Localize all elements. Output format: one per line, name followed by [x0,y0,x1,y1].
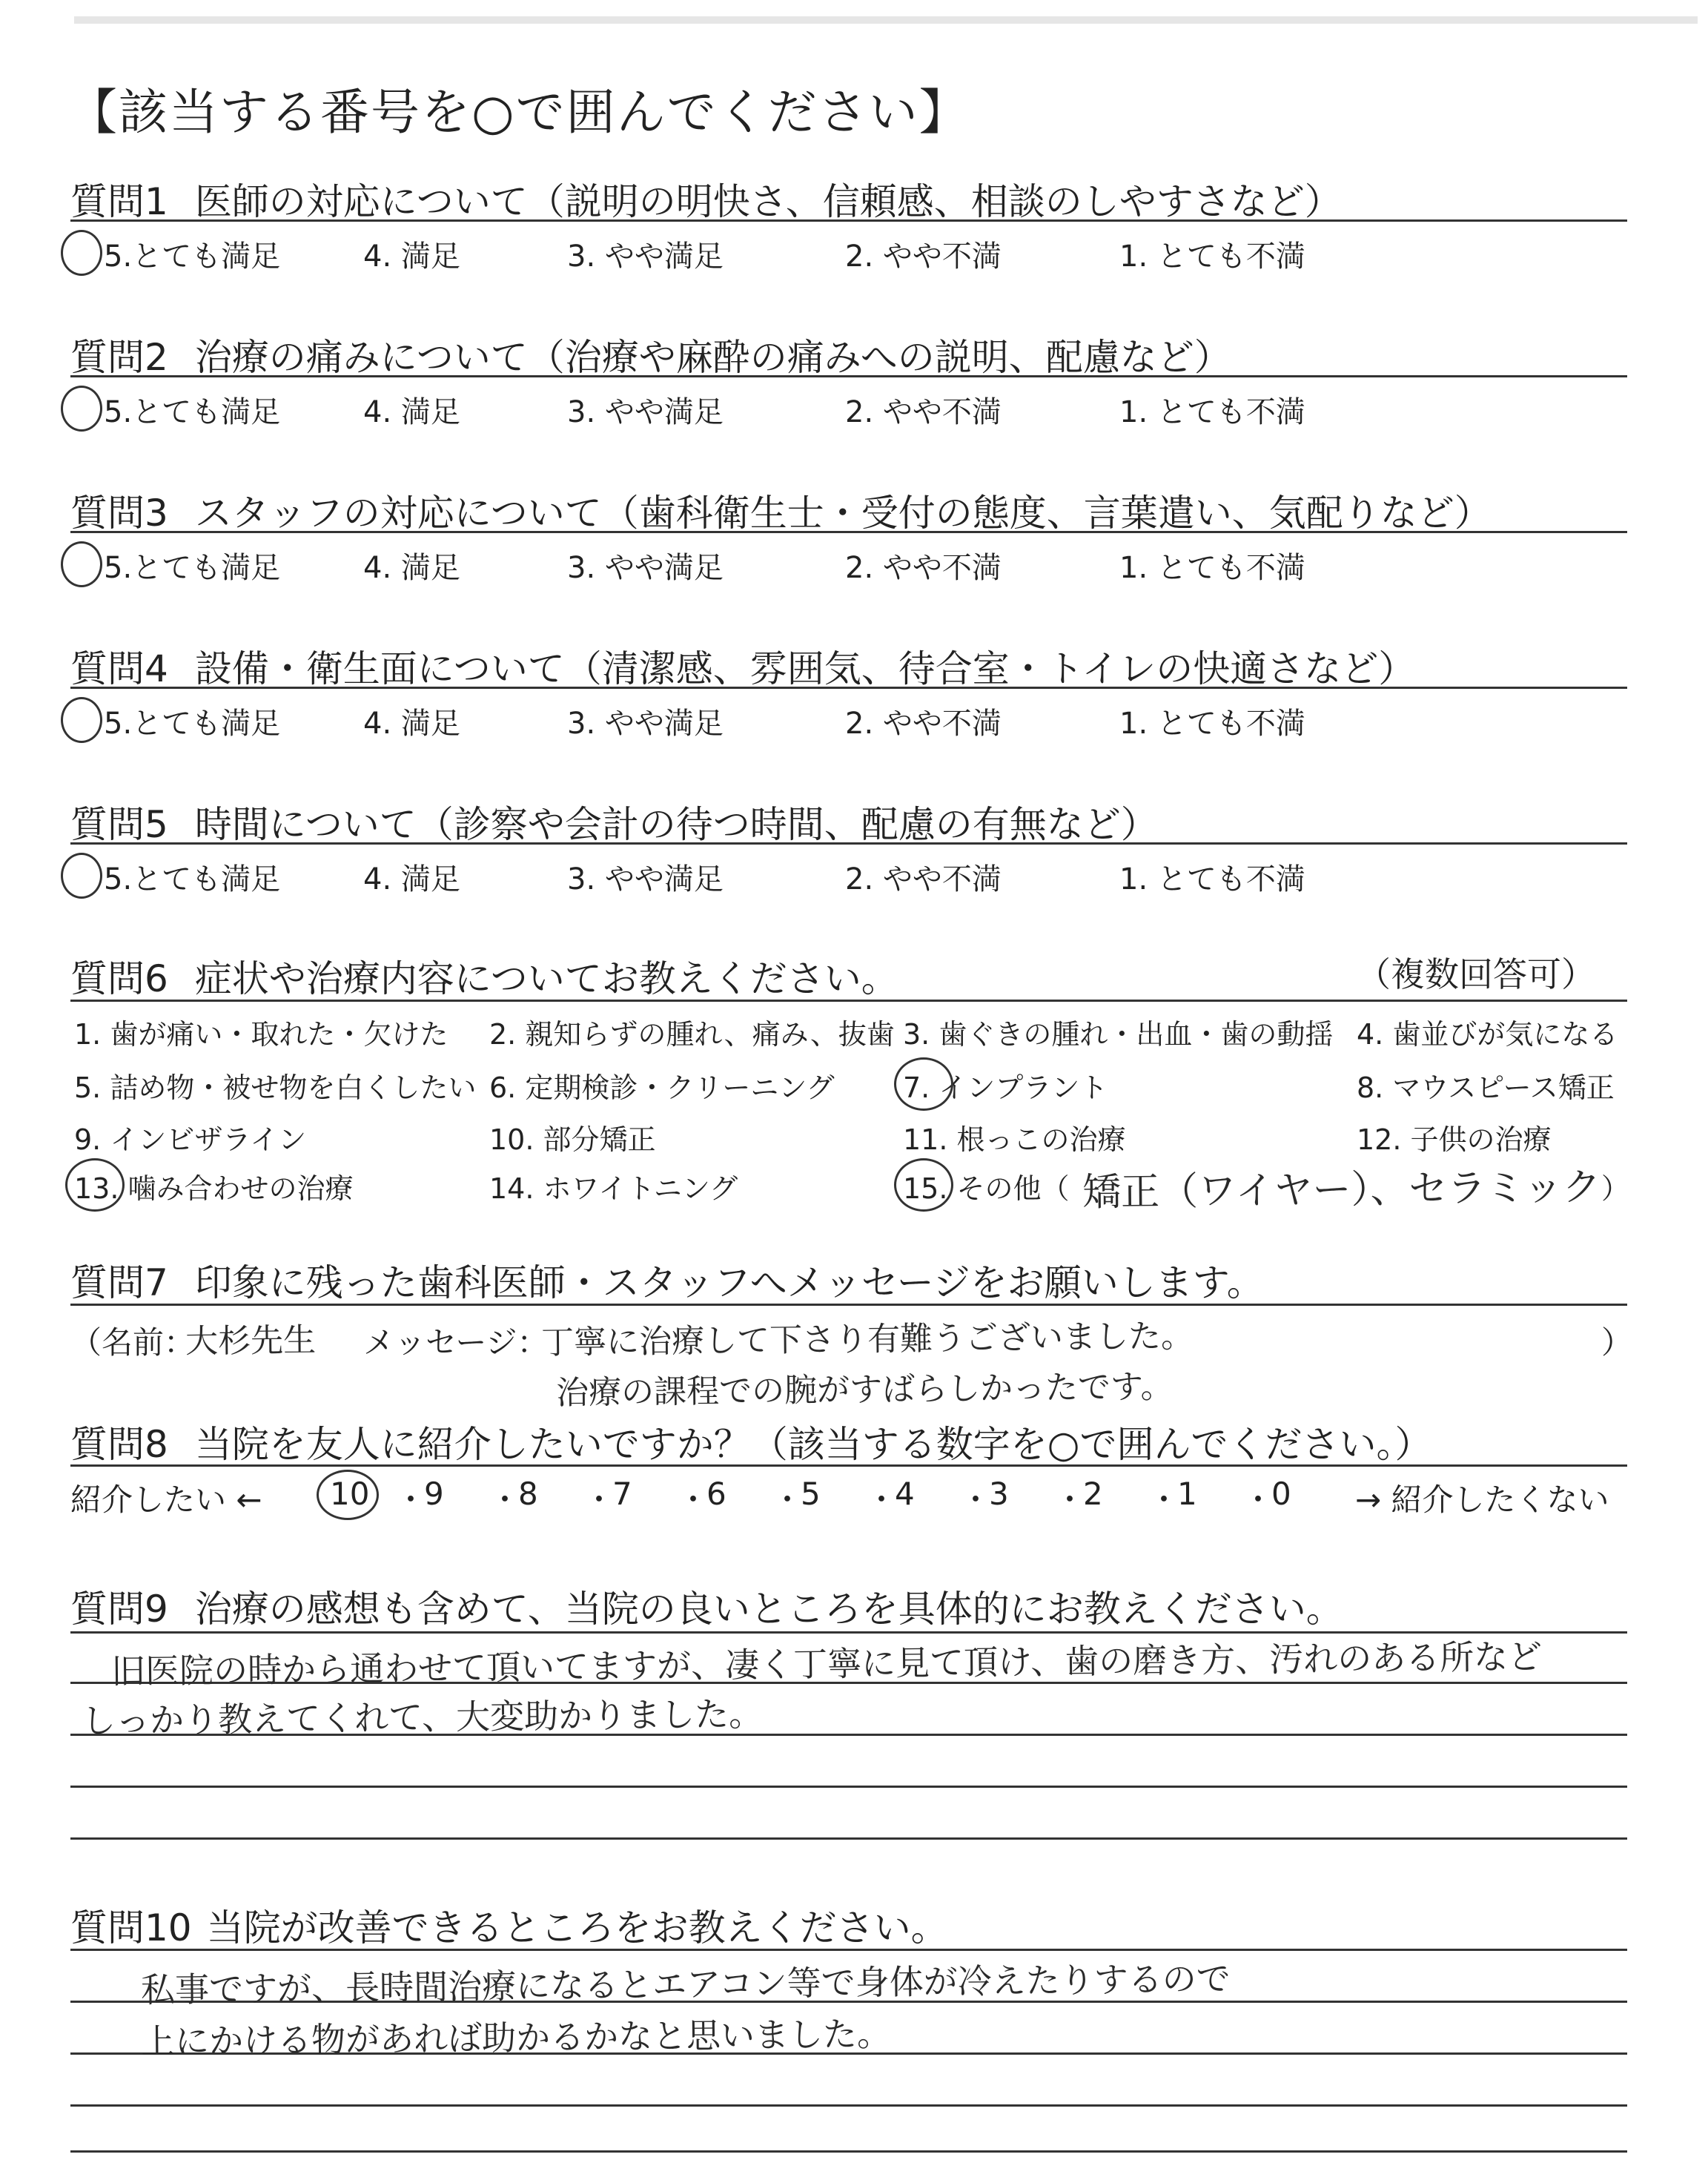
selection-circle [61,230,102,276]
scale-value-7[interactable]: 7 [612,1476,632,1512]
name-label: （名前： [70,1324,196,1361]
answer-rule [70,1786,1627,1788]
selection-circle [65,1158,125,1212]
multiple-answers-note: （複数回答可） [1357,954,1595,994]
rating-option-4[interactable]: 4. 満足 [363,551,460,585]
other-answer-handwritten: 矯正（ワイヤー）、セラミック [1082,1165,1601,1215]
scale-separator: ・ [1242,1482,1274,1518]
rating-option-5[interactable]: 5.とても満足 [104,395,281,429]
question-number: 質問9 [70,1588,168,1631]
question-number: 質問2 [70,336,168,379]
symptom-option-13[interactable]: 13. 噛み合わせの治療 [74,1172,354,1205]
message-close-paren: ） [1601,1324,1633,1361]
question-6 [70,949,898,1003]
selection-circle [61,697,102,743]
question-5 [70,795,1158,848]
question-number: 質問8 [70,1423,168,1466]
symptom-option-6[interactable]: 6. 定期検診・クリーニング [489,1071,835,1104]
answer-rule [70,842,1627,845]
question-number: 質問5 [70,803,168,846]
message-line-2-handwritten: 治療の課程での腕がすばらしかったです。 [555,1367,1174,1413]
scale-separator: ・ [772,1482,804,1518]
q9-answer-line-2-handwritten: しっかり教えてくれて、大変助かりました。 [81,1694,764,1741]
rating-option-5[interactable]: 5.とても満足 [104,707,281,741]
question-text: 治療の感想も含めて、当院の良いところを具体的にお教えください。 [194,1588,1343,1631]
scan-top-edge [74,16,1698,24]
rating-option-4[interactable]: 4. 満足 [363,395,460,429]
answer-rule [70,1949,1627,1951]
symptom-option-4[interactable]: 4. 歯並びが気になる [1357,1018,1618,1051]
rating-option-3[interactable]: 3. やや満足 [567,395,724,429]
scale-separator: ・ [583,1482,615,1518]
symptom-option-1[interactable]: 1. 歯が痛い・取れた・欠けた [74,1018,448,1051]
scale-value-9[interactable]: 9 [424,1476,444,1512]
answer-rule [70,219,1627,222]
rating-option-4[interactable]: 4. 満足 [363,240,460,274]
rating-option-4[interactable]: 4. 満足 [363,862,460,896]
scale-value-0[interactable]: 0 [1271,1476,1291,1512]
symptom-option-3[interactable]: 3. 歯ぐきの腫れ・出血・歯の動揺 [903,1018,1334,1051]
selection-circle [61,386,102,432]
symptom-option-15[interactable]: 15. その他（ [903,1172,1070,1205]
question-text: スタッフの対応について（歯科衛生士・受付の態度、言葉遣い、気配りなど） [194,492,1492,535]
scale-value-1[interactable]: 1 [1177,1476,1197,1512]
scale-left-label: 紹介したい ← [70,1482,262,1518]
rating-option-5[interactable]: 5.とても満足 [104,240,281,274]
selection-circle [894,1057,953,1111]
symptom-option-14[interactable]: 14. ホワイトニング [489,1172,738,1205]
question-1 [70,172,1342,225]
question-text: 印象に残った歯科医師・スタッフへメッセージをお願いします。 [194,1261,1264,1304]
question-text: 設備・衛生面について（清潔感、雰囲気、待合室・トイレの快適さなど） [194,647,1416,690]
question-number: 質問10 [70,1906,192,1949]
rating-option-5[interactable]: 5.とても満足 [104,551,281,585]
rating-option-1[interactable]: 1. とても不満 [1119,707,1305,741]
scale-value-6[interactable]: 6 [706,1476,726,1512]
selection-circle [61,541,102,587]
question-number: 質問4 [70,647,168,690]
symptom-option-12[interactable]: 12. 子供の治療 [1357,1123,1552,1156]
other-close-paren: ） [1601,1172,1630,1205]
rating-option-1[interactable]: 1. とても不満 [1119,862,1305,896]
scale-value-4[interactable]: 4 [895,1476,915,1512]
symptom-option-10[interactable]: 10. 部分矯正 [489,1123,656,1156]
question-number: 質問1 [70,180,168,223]
rating-option-2[interactable]: 2. やや不満 [845,862,1002,896]
symptom-option-11[interactable]: 11. 根っこの治療 [903,1123,1126,1156]
scale-value-3[interactable]: 3 [989,1476,1009,1512]
question-10 [70,1898,948,1952]
scale-separator: ・ [1054,1482,1086,1518]
selection-circle [61,853,102,899]
rating-option-1[interactable]: 1. とても不満 [1119,395,1305,429]
rating-option-3[interactable]: 3. やや満足 [567,862,724,896]
symptom-option-2[interactable]: 2. 親知らずの腫れ、痛み、抜歯 [489,1018,895,1051]
rating-option-4[interactable]: 4. 満足 [363,707,460,741]
rating-option-1[interactable]: 1. とても不満 [1119,240,1305,274]
question-4 [70,639,1415,693]
answer-rule [70,375,1627,377]
rating-option-3[interactable]: 3. やや満足 [567,240,724,274]
question-3 [70,483,1492,537]
question-text: 当院を友人に紹介したいですか？（該当する数字を○で囲んでください。） [194,1423,1432,1466]
question-number: 質問6 [70,957,168,1000]
question-text: 当院が改善できるところをお教えください。 [206,1906,948,1949]
q10-answer-line-1-handwritten: 私事ですが、長時間治療になるとエアコン等で身体が冷えたりするので [140,1958,1231,2010]
q10-answer-line-2-handwritten: 上にかける物があれば助かるかなと思いました。 [140,2013,892,2062]
selection-circle [894,1158,953,1212]
form-heading: 【該当する番号を○で囲んでください】 [68,84,970,141]
symptom-option-7[interactable]: 7. インプラント [903,1071,1108,1104]
question-9 [70,1579,1343,1633]
scale-separator: ・ [960,1482,992,1518]
rating-option-5[interactable]: 5.とても満足 [104,862,281,896]
rating-option-3[interactable]: 3. やや満足 [567,551,724,585]
scale-value-10[interactable]: 10 [330,1476,370,1512]
scale-value-8[interactable]: 8 [518,1476,538,1512]
question-7 [70,1253,1264,1307]
answer-rule [70,687,1627,689]
answer-rule [70,1837,1627,1840]
scale-value-5[interactable]: 5 [801,1476,821,1512]
answer-rule [70,1304,1627,1306]
scale-separator: ・ [866,1482,898,1518]
answer-rule [70,2104,1627,2107]
rating-option-2[interactable]: 2. やや不満 [845,551,1002,585]
question-number: 質問3 [70,492,168,535]
q9-answer-line-1-handwritten: 旧医院の時から通わせて頂いてますが、凄く丁寧に見て頂け、歯の磨き方、汚れのある所など [110,1636,1543,1692]
scale-separator: ・ [395,1482,427,1518]
scale-separator: ・ [678,1482,709,1518]
name-value-handwritten: 大杉先生 [185,1321,317,1361]
question-text: 医師の対応について（説明の明快さ、信頼感、相談のしやすさなど） [194,180,1342,223]
rating-option-2[interactable]: 2. やや不満 [845,707,1002,741]
symptom-option-9[interactable]: 9. インビザライン [74,1123,307,1156]
answer-rule [70,1464,1627,1467]
selection-circle [317,1470,379,1520]
answer-rule [70,1000,1627,1002]
question-number: 質問7 [70,1261,168,1304]
message-line-1-handwritten: 丁寧に治療して下さり有難うございました。 [540,1317,1194,1362]
message-label: メッセージ： [363,1324,549,1361]
question-2 [70,328,1231,381]
rating-option-3[interactable]: 3. やや満足 [567,707,724,741]
symptom-option-5[interactable]: 5. 詰め物・被せ物を白くしたい [74,1071,477,1104]
scale-separator: ・ [489,1482,521,1518]
symptom-option-8[interactable]: 8. マウスピース矯正 [1357,1071,1615,1104]
question-text: 症状や治療内容についてお教えください。 [194,957,898,1000]
answer-rule [70,2150,1627,2153]
scale-right-label: → 紹介したくない [1355,1482,1609,1518]
rating-option-1[interactable]: 1. とても不満 [1119,551,1305,585]
scale-value-2[interactable]: 2 [1083,1476,1103,1512]
rating-option-2[interactable]: 2. やや不満 [845,395,1002,429]
rating-option-2[interactable]: 2. やや不満 [845,240,1002,274]
scale-separator: ・ [1148,1482,1180,1518]
question-text: 治療の痛みについて（治療や麻酔の痛みへの説明、配慮など） [194,336,1231,379]
question-text: 時間について（診察や会計の待つ時間、配慮の有無など） [194,803,1158,846]
question-8 [70,1415,1431,1468]
answer-rule [70,531,1627,533]
